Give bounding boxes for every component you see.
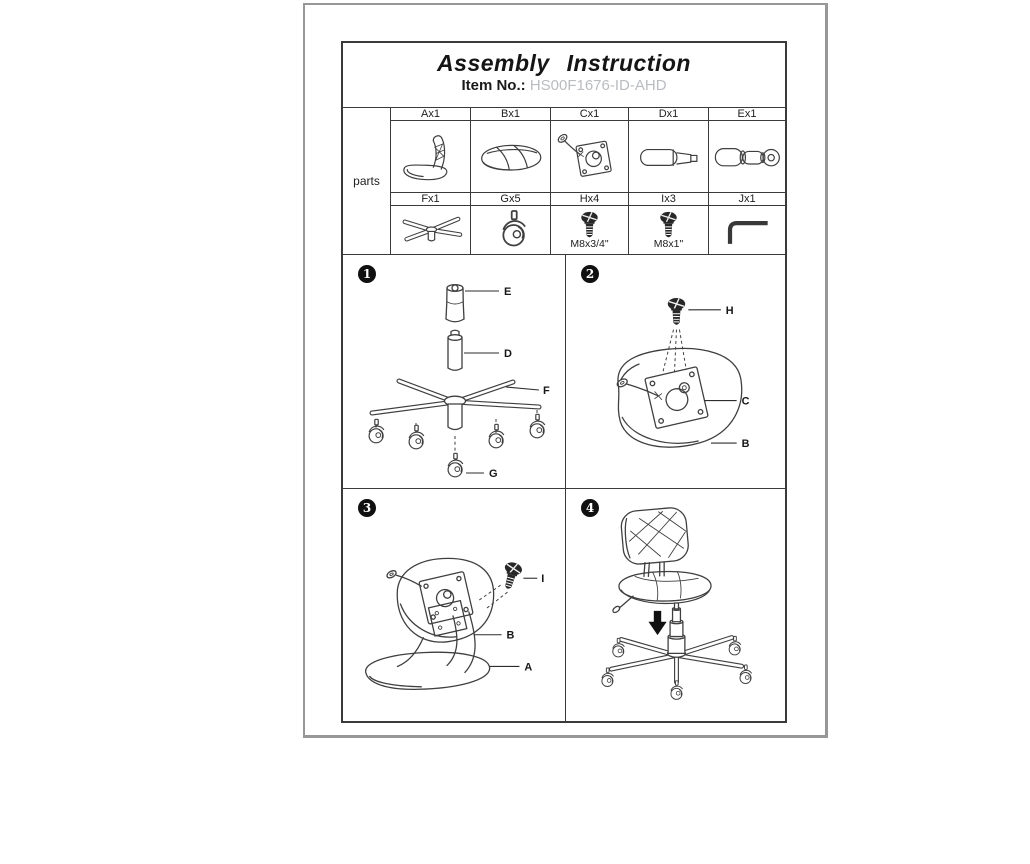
part-code-g: Gx5 (471, 193, 550, 205)
step-2-badge: 2 (581, 265, 599, 283)
screw-icon (578, 211, 601, 239)
step-3-illustration (343, 489, 565, 721)
label-e: E (504, 286, 512, 298)
step-1-illustration (343, 255, 565, 488)
item-number-label: Item No.: (461, 77, 526, 94)
part-cell-e (709, 121, 785, 192)
caster-wheel-icon (474, 208, 548, 253)
label-i: I (541, 573, 545, 586)
part-cell-b (471, 121, 550, 192)
part-cell-a (391, 121, 470, 192)
header (343, 43, 785, 107)
step-1-panel (343, 255, 565, 488)
chair-frame-icon (394, 124, 468, 190)
screw-icon (657, 211, 680, 239)
content-frame (341, 41, 787, 723)
screw-size-label: M8x3/4" (570, 237, 609, 250)
part-code-b: Bx1 (471, 108, 550, 120)
label-g: G (489, 468, 498, 480)
part-code-h: Hx4 (551, 193, 628, 205)
step-4-badge: 4 (581, 499, 599, 517)
steps-grid (343, 255, 785, 721)
part-cell-d (629, 121, 708, 192)
part-cell-j (709, 206, 785, 254)
parts-table (343, 107, 785, 255)
screw-size-label: M8x1" (653, 237, 684, 250)
parts-row-header: parts (343, 108, 390, 254)
part-cell-h (551, 206, 628, 254)
label-b: B (741, 437, 750, 450)
label-h: H (725, 304, 734, 317)
label-b: B (506, 629, 515, 642)
telescopic-cover-icon (710, 124, 784, 190)
part-code-c: Cx1 (551, 108, 628, 120)
label-f: F (543, 385, 550, 397)
part-code-j: Jx1 (709, 193, 785, 205)
part-cell-i (629, 206, 708, 254)
part-code-f: Fx1 (391, 193, 470, 205)
part-cell-f (391, 206, 470, 254)
part-code-e: Ex1 (709, 108, 785, 120)
item-number-value: HS00F1676-ID-AHD (529, 77, 667, 94)
step-4-panel (566, 489, 785, 721)
part-cell-g (471, 206, 550, 254)
part-code-a: Ax1 (391, 108, 470, 120)
label-c: C (741, 395, 750, 408)
down-arrow-icon (648, 611, 666, 635)
part-code-d: Dx1 (629, 108, 708, 120)
step-3-badge: 3 (358, 499, 376, 517)
item-number-line (343, 77, 785, 94)
step-4-illustration (566, 489, 785, 721)
step-3-panel (343, 489, 565, 721)
label-d: D (504, 348, 512, 360)
step-2-panel (566, 255, 785, 488)
step-2-illustration (566, 255, 785, 488)
page-title: Assembly Instruction (437, 50, 691, 76)
step-1-badge: 1 (358, 265, 376, 283)
seat-cushion-icon (474, 124, 548, 190)
part-cell-c (551, 121, 628, 192)
part-code-i: Ix3 (629, 193, 708, 205)
label-a: A (524, 661, 533, 674)
instruction-sheet (303, 3, 828, 738)
five-star-base-icon (394, 208, 468, 253)
allen-key-icon (710, 208, 784, 253)
gas-lift-icon (632, 124, 706, 190)
mechanism-plate-icon (554, 124, 626, 190)
